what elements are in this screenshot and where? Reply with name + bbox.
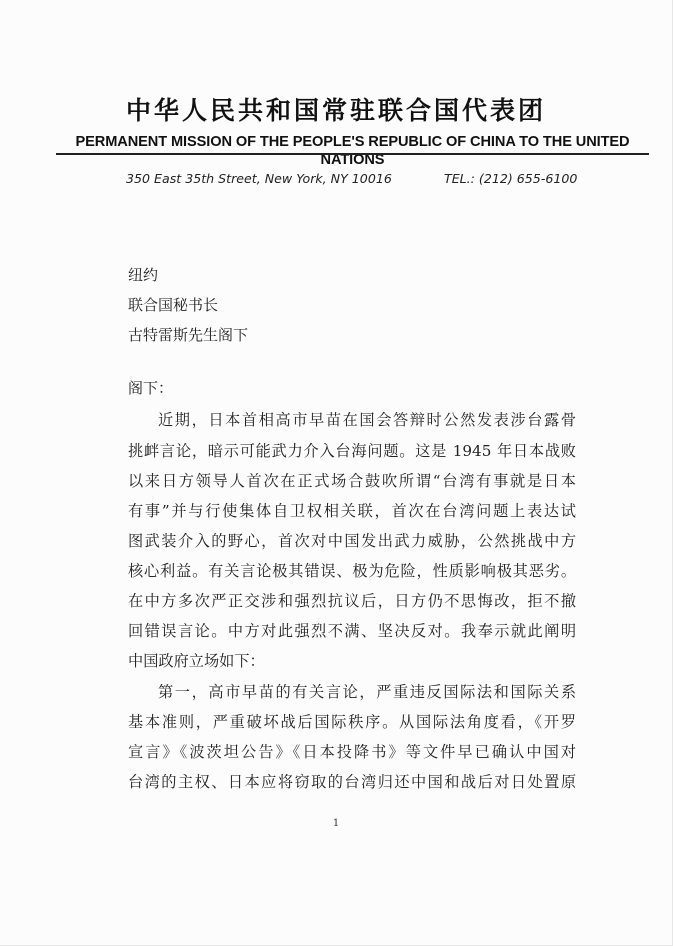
paragraph-line: 中国政府立场如下： xyxy=(128,652,265,670)
paragraph-line: 在中方多次严正交涉和强烈抗议后，日方仍不思悔改，拒不撤 xyxy=(128,592,576,610)
recipient-title: 联合国秘书长 xyxy=(128,296,219,314)
paragraph-line: 宣言》《波茨坦公告》《日本投降书》等文件早已确认中国对 xyxy=(128,743,576,761)
letterhead-address: 350 East 35th Street, New York, NY 10016 xyxy=(126,171,392,186)
letterhead-divider xyxy=(56,153,649,155)
paragraph-line: 核心利益。有关言论极其错误、极为危险，性质影响极其恶劣。 xyxy=(128,562,576,580)
recipient-city: 纽约 xyxy=(128,266,159,284)
paragraph-line: 挑衅言论，暗示可能武力介入台海问题。这是 1945 年日本战败 xyxy=(128,442,576,460)
paragraph-line: 有事”并与行使集体自卫权相关联，首次在台湾问题上表达试 xyxy=(128,502,576,520)
salutation: 阁下： xyxy=(128,379,174,397)
recipient-name: 古特雷斯先生阁下 xyxy=(128,326,249,344)
paragraph-line: 近期，日本首相高市早苗在国会答辩时公然发表涉台露骨 xyxy=(158,411,576,429)
letterhead-english-name: PERMANENT MISSION OF THE PEOPLE'S REPUBLIC OF CHINA TO THE UNITED NATIONS xyxy=(75,134,630,168)
paragraph-line: 台湾的主权、日本应将窃取的台湾归还中国和战后对日处置原 xyxy=(128,773,576,791)
paragraph-line: 第一，高市早苗的有关言论，严重违反国际法和国际关系 xyxy=(158,683,576,701)
letterhead-telephone: TEL.: (212) 655-6100 xyxy=(444,171,578,186)
paragraph-line: 基本准则，严重破坏战后国际秩序。从国际法角度看，《开罗 xyxy=(128,713,576,731)
paragraph-line: 回错误言论。中方对此强烈不满、坚决反对。我奉示就此阐明 xyxy=(128,622,576,640)
paragraph-line: 以来日方领导人首次在正式场合鼓吹所谓“台湾有事就是日本 xyxy=(128,472,576,490)
letterhead-chinese-name: 中华人民共和国常驻联合国代表团 xyxy=(125,96,546,125)
page-number: 1 xyxy=(332,818,340,829)
paragraph-line: 图武装介入的野心，首次对中国发出武力威胁，公然挑战中方 xyxy=(128,532,576,550)
